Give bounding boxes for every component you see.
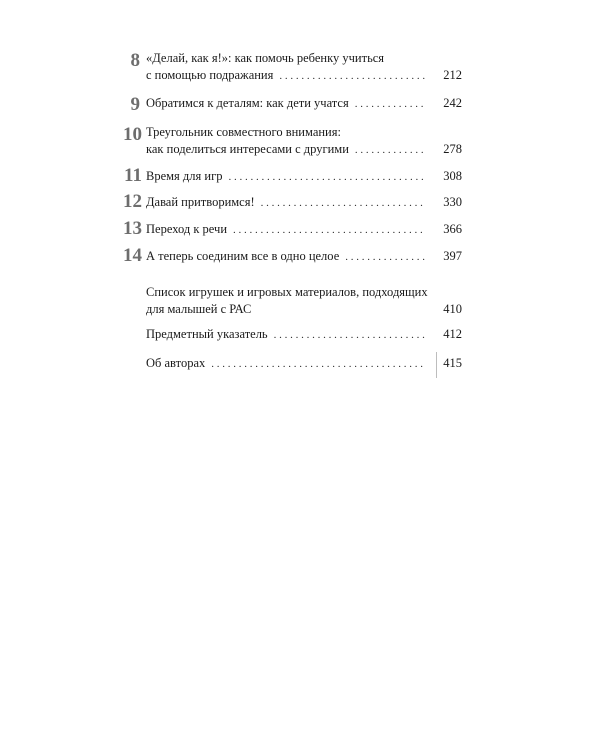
- chapter-title-last-line: [146, 95, 462, 113]
- chapter-title-line: Обратимся к деталям: как дети учатся: [146, 96, 349, 110]
- chapter-title-line: «Делай, как я!»: как помочь ребенку учиться: [146, 51, 385, 65]
- page-number: 410: [443, 302, 462, 316]
- chapter-title-line: с помощью подражания: [146, 68, 274, 82]
- chapter-title-line: Переход к речи: [146, 222, 228, 236]
- page-number: 415: [443, 356, 462, 370]
- chapter-title-last-line: [146, 221, 462, 239]
- toc-entry-chapter-13[interactable]: [123, 218, 462, 239]
- chapter-title-last-line: [146, 248, 462, 266]
- dot-leader: [274, 327, 426, 344]
- toc-entry-chapter-11[interactable]: [124, 165, 462, 186]
- chapter-number: 8: [130, 50, 140, 71]
- toc-entry-chapter-10[interactable]: [123, 124, 462, 159]
- toc-entry-chapter-9[interactable]: [130, 94, 462, 115]
- chapter-number: 12: [123, 191, 142, 212]
- chapter-number: 11: [124, 165, 142, 186]
- page-number: 330: [443, 195, 462, 209]
- chapter-title-line: Давай притворимся!: [146, 195, 255, 209]
- dot-leader: [228, 169, 426, 186]
- page-number: 308: [443, 169, 462, 183]
- chapter-number: 14: [123, 245, 142, 266]
- toc-entry-subject-index[interactable]: [146, 326, 462, 344]
- toc-entry-chapter-12[interactable]: [123, 191, 462, 212]
- dot-leader: [233, 222, 426, 239]
- appendix-title-line: Предметный указатель: [146, 327, 268, 341]
- chapter-title-last-line: [146, 194, 462, 212]
- appendix-title-line: Об авторах: [146, 356, 206, 370]
- appendix-title-last-line: [146, 301, 462, 319]
- dot-leader: [261, 195, 426, 212]
- page-number: 412: [443, 327, 462, 341]
- page-number: 397: [443, 249, 462, 263]
- toc-entry-chapter-8[interactable]: [130, 50, 462, 85]
- toc-entry-toys-list[interactable]: [146, 284, 462, 319]
- chapter-title-last-line: [146, 67, 462, 85]
- dot-leader: [355, 142, 426, 159]
- chapter-title-last-line: [146, 141, 462, 159]
- chapter-title-line: как поделиться интересами с другими: [146, 142, 349, 156]
- chapter-title-line: А теперь соединим все в одно целое: [146, 249, 340, 263]
- page-number: 366: [443, 222, 462, 236]
- appendix-title-last-line: [146, 326, 462, 344]
- chapter-number: 13: [123, 218, 142, 239]
- dot-leader: [211, 356, 426, 373]
- page-edge-divider: [436, 352, 437, 378]
- chapter-number: 10: [123, 124, 142, 145]
- chapter-title-last-line: [146, 168, 462, 186]
- page-number: 278: [443, 142, 462, 156]
- chapter-number: 9: [130, 94, 140, 115]
- chapter-title-line: Время для игр: [146, 169, 223, 183]
- appendix-title-line: для малышей с РАС: [146, 302, 252, 316]
- chapter-title-line: Треугольник совместного внимания:: [146, 125, 341, 139]
- dot-leader: [355, 96, 426, 113]
- appendix-title-last-line: [146, 355, 462, 373]
- dot-leader: [279, 68, 426, 85]
- toc-entry-about-authors[interactable]: [146, 355, 462, 373]
- dot-leader: [345, 249, 426, 266]
- appendix-title-line: Список игрушек и игровых материалов, подходящих: [146, 285, 428, 299]
- toc-entry-chapter-14[interactable]: [123, 245, 462, 266]
- page-number: 242: [443, 96, 462, 110]
- page-number: 212: [443, 68, 462, 82]
